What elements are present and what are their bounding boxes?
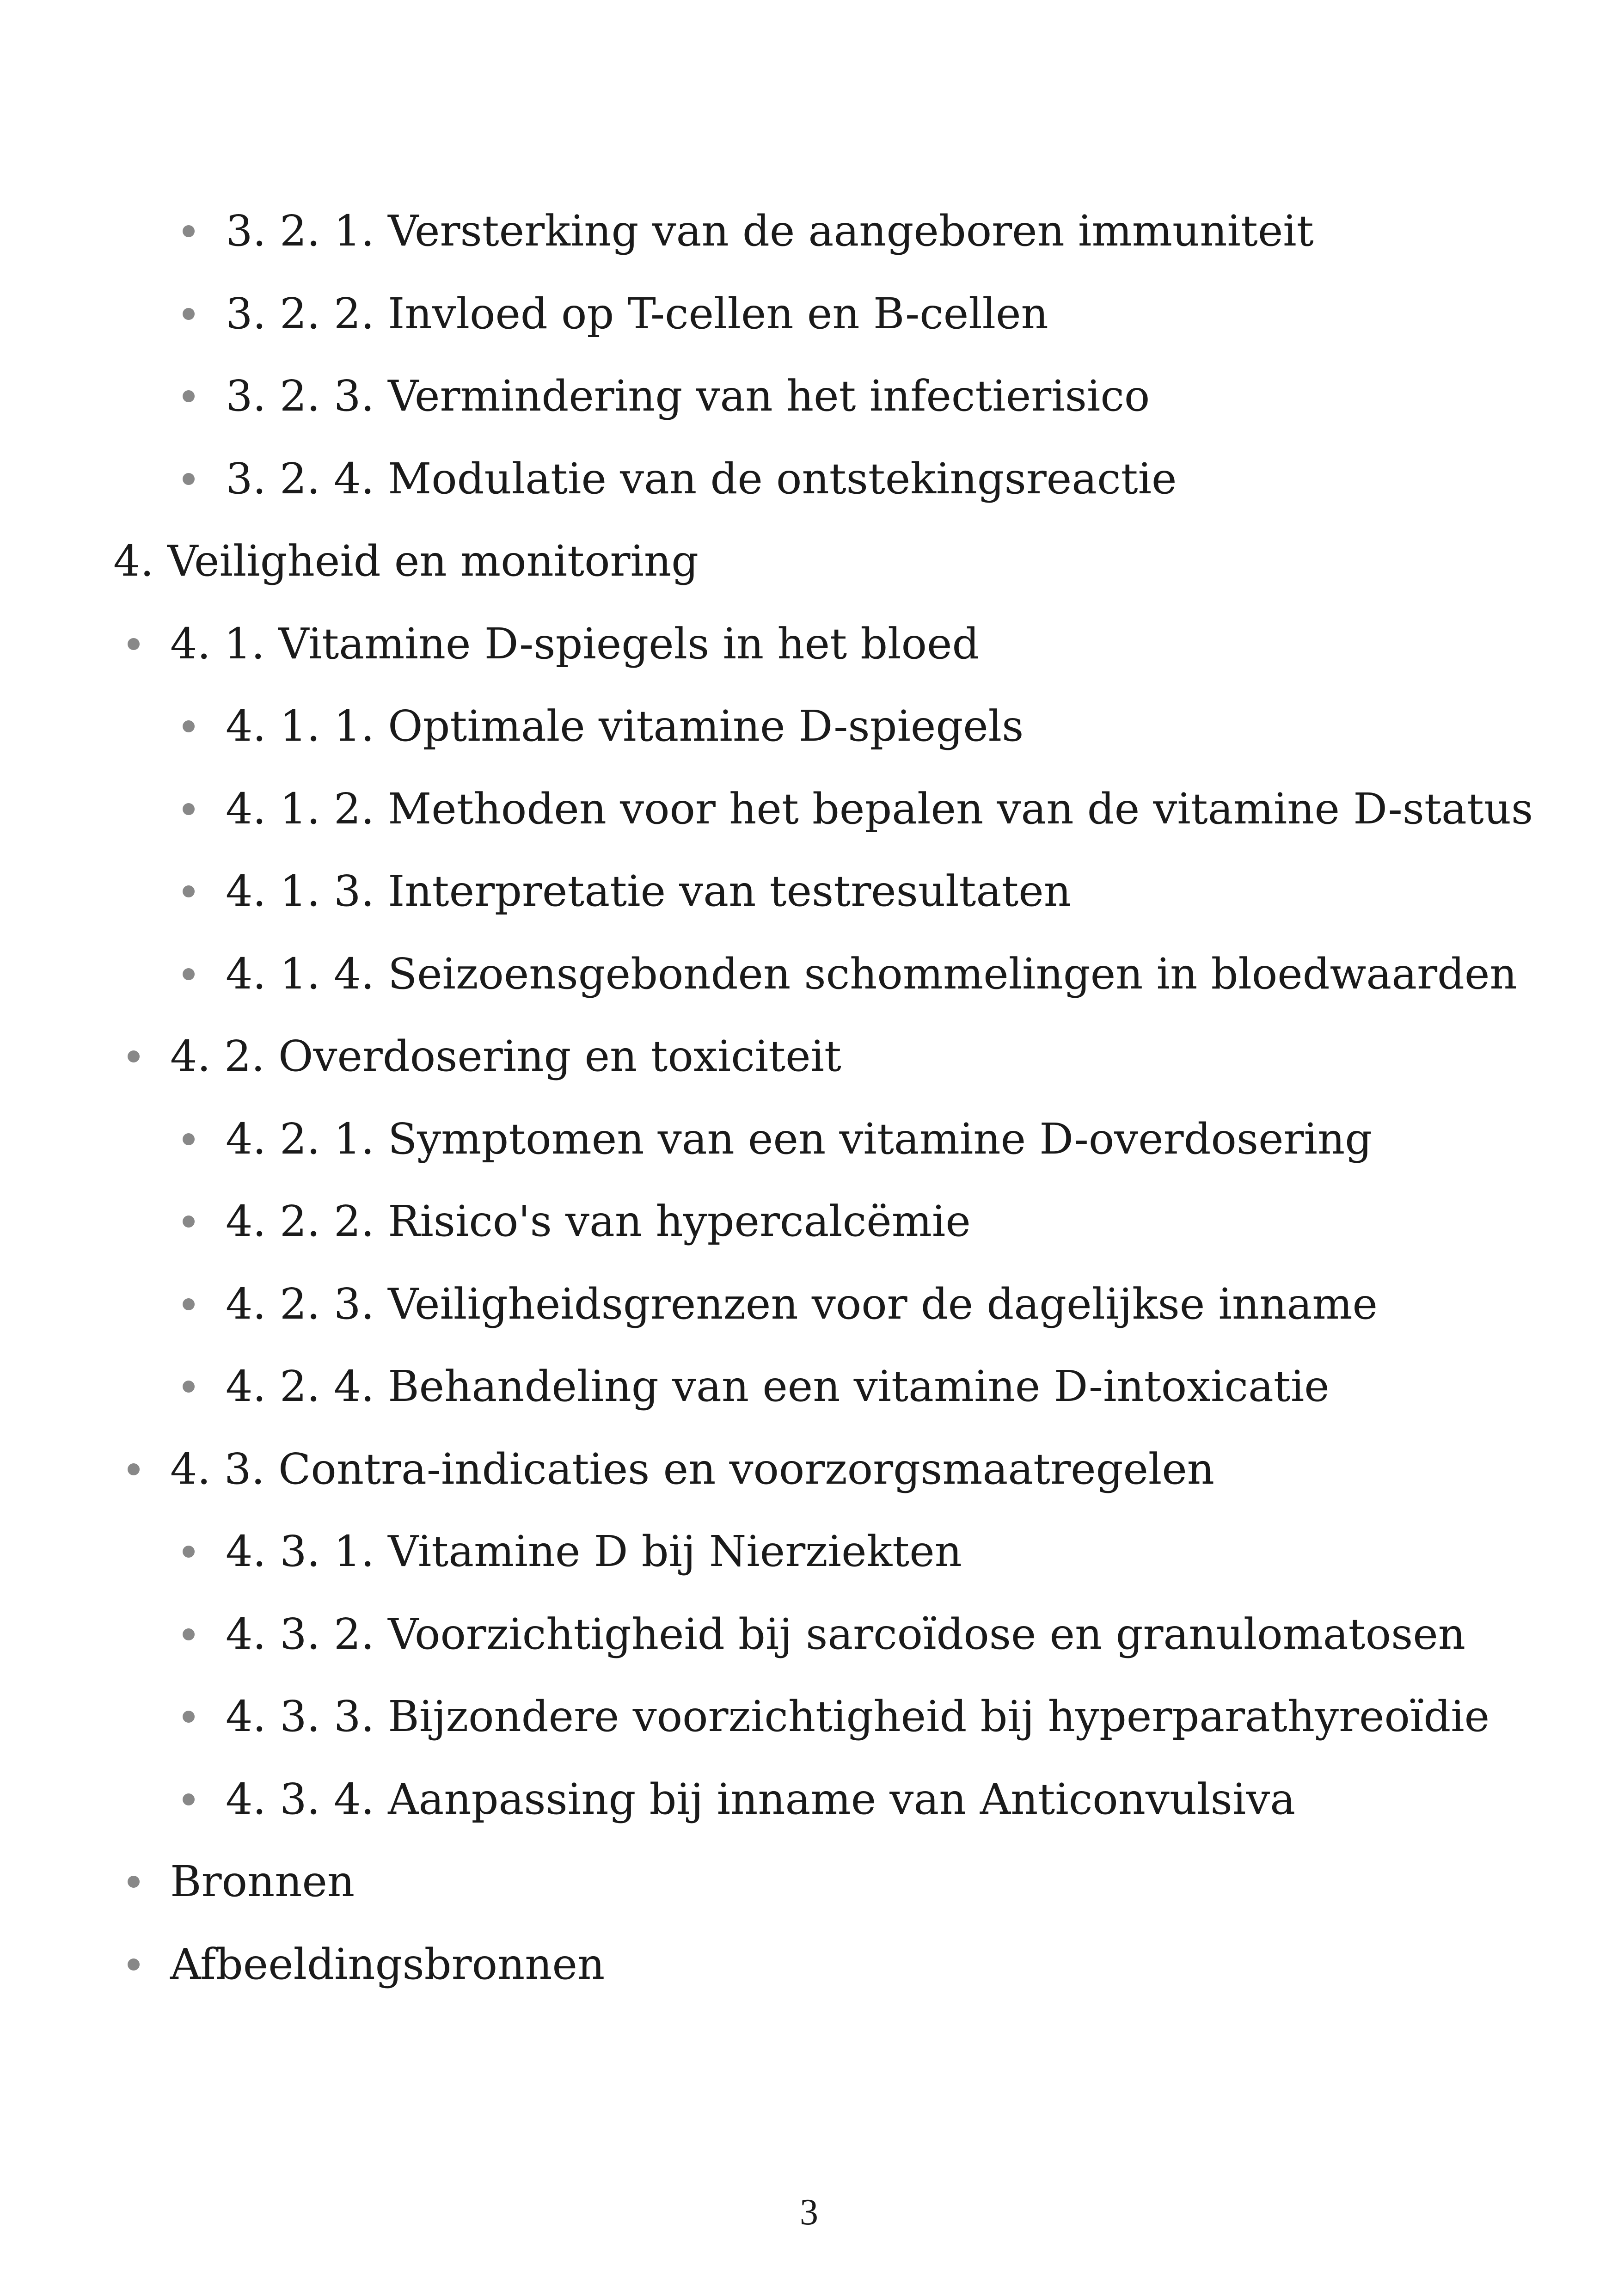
bullet-icon	[183, 885, 195, 897]
toc-entry-label: Afbeeldingsbronnen	[170, 1940, 605, 1989]
toc-entry-label: 3. 2. 3. Vermindering van het infectierisico	[226, 371, 1150, 421]
page-number: 3	[800, 2192, 818, 2233]
toc-entry-label: 4. 3. Contra-indicaties en voorzorgsmaatregelen	[170, 1444, 1215, 1494]
bullet-icon	[128, 1463, 140, 1475]
bullet-icon	[183, 1381, 195, 1393]
toc-entry-label: 4. 3. 3. Bijzondere voorzichtigheid bij hyperparathyreoïdie	[226, 1692, 1490, 1741]
bullet-icon	[183, 1628, 195, 1640]
bullet-icon	[128, 1876, 140, 1888]
bullet-icon	[183, 803, 195, 815]
bullet-icon	[183, 1793, 195, 1805]
toc-entry-label: 4. Veiligheid en monitoring	[113, 536, 699, 586]
bullet-icon	[183, 968, 195, 980]
bullet-icon	[183, 1298, 195, 1310]
toc-entry-label: 4. 2. 1. Symptomen van een vitamine D-overdosering	[226, 1114, 1373, 1164]
bullet-icon	[183, 1216, 195, 1228]
toc-entry-label: 4. 1. 1. Optimale vitamine D-spiegels	[226, 701, 1024, 751]
bullet-icon	[128, 638, 140, 650]
bullet-icon	[183, 473, 195, 485]
bullet-icon	[183, 308, 195, 320]
bullet-icon	[128, 1958, 140, 1971]
toc-entry-label: 3. 2. 4. Modulatie van de ontstekingsreactie	[226, 454, 1177, 503]
bullet-icon	[183, 1546, 195, 1558]
toc-entry-label: 4. 1. 4. Seizoensgebonden schommelingen in bloedwaarden	[226, 949, 1517, 999]
bullet-icon	[183, 225, 195, 237]
bullet-icon	[183, 720, 195, 732]
toc-entry-label: 4. 1. Vitamine D-spiegels in het bloed	[170, 619, 980, 669]
toc-entry-label: 4. 1. 3. Interpretatie van testresultaten	[226, 866, 1071, 916]
toc-entry-label: 4. 2. Overdosering en toxiciteit	[170, 1031, 841, 1081]
toc-entry-label: 4. 2. 3. Veiligheidsgrenzen voor de dagelijkse inname	[226, 1279, 1378, 1329]
toc-entry-label: 4. 3. 4. Aanpassing bij inname van Anticonvulsiva	[226, 1774, 1296, 1824]
bullet-icon	[183, 1711, 195, 1723]
toc-entry-label: 4. 3. 1. Vitamine D bij Nierziekten	[226, 1527, 962, 1576]
bullet-icon	[128, 1050, 140, 1062]
toc-entry-label: 3. 2. 2. Invloed op T-cellen en B-cellen	[226, 289, 1048, 338]
bullet-icon	[183, 1133, 195, 1145]
toc-entry-label: 4. 2. 4. Behandeling van een vitamine D-intoxicatie	[226, 1362, 1330, 1411]
toc-entry-label: 4. 2. 2. Risico's van hypercalcëmie	[226, 1197, 971, 1246]
toc-entry-label: 3. 2. 1. Versterking van de aangeboren immuniteit	[226, 206, 1314, 256]
toc-entry-label: 4. 1. 2. Methoden voor het bepalen van de vitamine D-status	[226, 784, 1533, 834]
bullet-icon	[183, 390, 195, 402]
toc-entry-label: Bronnen	[170, 1857, 355, 1906]
toc-entry-label: 4. 3. 2. Voorzichtigheid bij sarcoïdose en granulomatosen	[226, 1609, 1466, 1659]
